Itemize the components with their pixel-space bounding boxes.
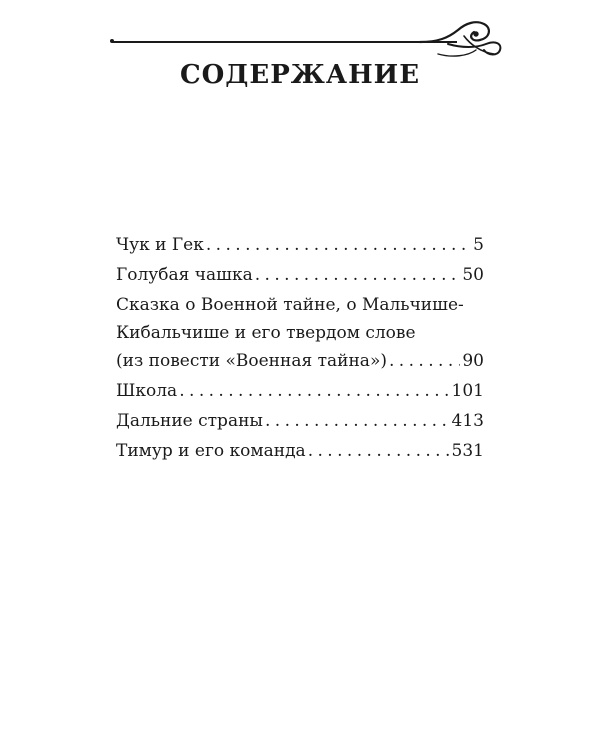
header-rule	[112, 41, 457, 43]
dot-leader	[308, 437, 450, 465]
toc-entry-page: 101	[451, 381, 484, 401]
toc-entry-title: Школа	[116, 381, 178, 401]
dot-leader	[255, 261, 461, 289]
toc-entry-page: 90	[462, 351, 484, 371]
page-title: СОДЕРЖАНИЕ	[179, 60, 421, 90]
dot-leader	[265, 407, 450, 435]
toc-entry-title: Голубая чашка	[116, 265, 253, 285]
toc-entry[interactable]	[116, 261, 484, 289]
toc-entry-page: 531	[451, 441, 484, 461]
toc-entry[interactable]	[116, 291, 484, 375]
dot-leader	[389, 347, 460, 375]
toc-entry[interactable]	[116, 231, 484, 259]
toc-entry[interactable]	[116, 407, 484, 435]
toc-entry-title-line: (из повести «Военная тайна»)	[116, 351, 387, 371]
toc-entry-title-line: Кибальчише и его твердом слове	[116, 323, 416, 343]
dot-leader	[179, 377, 449, 405]
toc-entry-title: Чук и Гек	[116, 235, 204, 255]
toc-entry[interactable]	[116, 377, 484, 405]
toc-entry-page: 5	[473, 235, 484, 255]
toc-entry-title-line: Сказка о Военной тайне, о Мальчише-	[116, 295, 464, 315]
table-of-contents	[116, 231, 484, 465]
toc-entry-page: 413	[451, 411, 484, 431]
toc-entry-page: 50	[462, 265, 484, 285]
toc-entry-title: Дальние страны	[116, 411, 263, 431]
toc-entry-title: Тимур и его команда	[116, 441, 306, 461]
dot-leader	[206, 231, 471, 259]
flourish-ornament-icon	[418, 14, 508, 62]
toc-entry[interactable]	[116, 437, 484, 465]
